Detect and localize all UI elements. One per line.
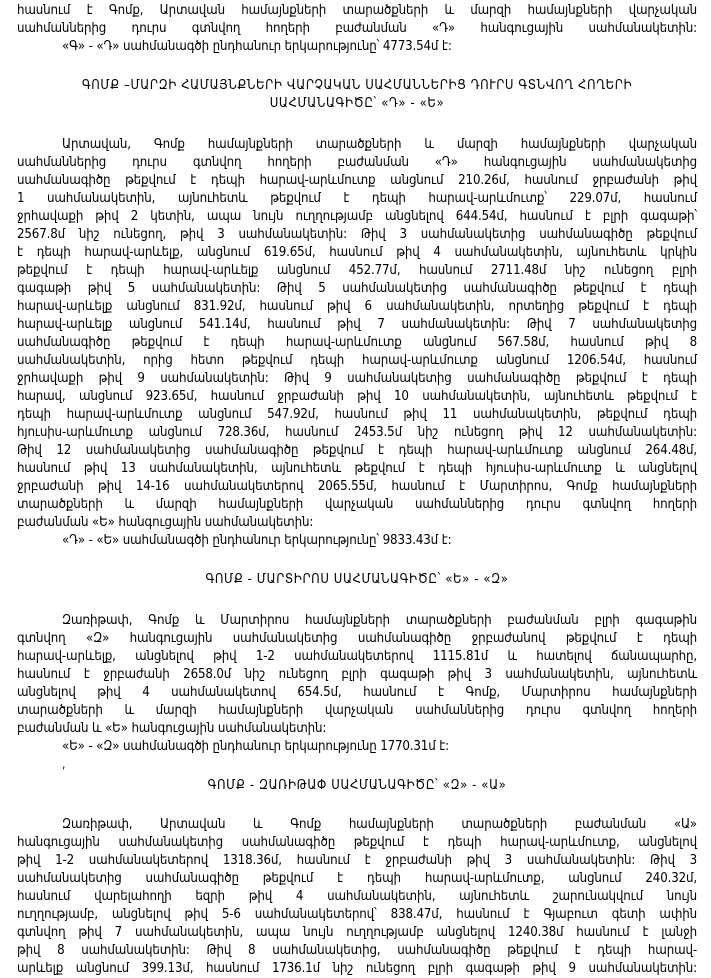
section-heading: ԳՈՄՔ –ՄԱՐԶԻ ՀԱՄԱՅՆՔՆԵՐԻ ՎԱՐՉԱԿԱՆ ՍԱՀՄԱՆՆԵՐԻՑ ԴՈՒՐՍ ԳՏՆՎՈՂ ՀՈՂԵՐԻ xyxy=(81,78,633,93)
paragraph-line: սահմաններից դուրս գտնվող հողերի բաժանման «Դ» հանգուցային սահմանակետից xyxy=(17,155,697,170)
paragraph-line: Զառիթափ, Արտավան և Գոմք համայնքների տարածքների բաժանման «Ա» xyxy=(62,817,697,832)
paragraph-line: սահմանակետին, որից հետո թեքվում դեպի հարավ-արևմուտք անցնում 1206.54մ, հասնում xyxy=(17,353,697,368)
paragraph-line: Թիվ 12 սահմանակետից սահմանագիծը թեքվում է դեպի հարավ-արևմուտք անցնում 264.48մ, xyxy=(17,443,697,458)
paragraph-line: 1 սահմանակետին, այնուհետև թեքվում է դեպի հարավ-արևմուտք՝ 229.07մ, հասնում xyxy=(17,191,697,206)
paragraph-line: բաժանման «Ե» հանգուցային սահմանակետին: xyxy=(17,515,314,530)
paragraph-line: Զառիթափ, Գոմք և Մարտիրոս համայնքների տարածքների բաժանման բլրի գագաթին xyxy=(62,613,697,628)
total-length-line: «Գ» - «Դ» սահմանագծի ընդհանուր երկարությունը՝ 4773.54մ է: xyxy=(62,39,452,54)
paragraph-line: արևելք անցնում 399.13մ, հասնում 1736.1մ նիշ ունեցող բլրի գագաթի թիվ 9 սահմանակետին: xyxy=(17,961,697,976)
paragraph-line: սահմանակետից սահմանագիծը թեքվում է դեպի հարավ-արևմուտք, անցնում 240.32մ, xyxy=(17,871,697,886)
paragraph-line: գագաթի թիվ 5 սահմանակետին: Թիվ 5 սահմանակետից սահմանագիծը թեքվում է դեպի xyxy=(17,281,697,296)
paragraph-line: հանգուցային սահմանակետից սահմանագիծը թեքվում է դեպի հարավ-արևմուտք, անցնելով xyxy=(17,835,697,850)
paragraph-line: ուղղությամբ, անցնելով թիվ 5-6 սահմանակետերով՝ 838.47մ, հասնում է Գյաբուտ գետի ափին xyxy=(17,907,697,922)
paragraph-line: թեքվում է դեպի հարավ-արևելք անցնում 452.77մ, հասնում 2711.48մ նիշ ունեցող բլրի xyxy=(17,263,697,278)
paragraph-line: ջրհավաքի թիվ 2 կետին, ապա նույն ուղղությամբ անցնելով 644.54մ, հասնում է բլրի գագաթի՝ xyxy=(17,209,697,224)
paragraph-line: հարավ, անցնում 923.65մ, հասնում ջրբաժանի թիվ 10 սահմանակետին, այնուհետև թեքվում է xyxy=(17,389,697,404)
paragraph-line: թիվ 8 սահմանակետին: Թիվ 8 սահմանակետից, սահմանագիծը թեքվում է դեպի հարավ- xyxy=(17,943,697,958)
paragraph-line: հասնում վարելահողի եզրի թիվ 4 սահմանակետին, այնուհետև շարունակվում նույն xyxy=(17,889,697,904)
paragraph-line: սահմանագիծը թեքվում է դեպի հարավ-արևմուտք անցնում 210.26մ, հասնում ջրբաժանի թիվ xyxy=(17,173,697,188)
paragraph-line: է դեպի հարավ-արևելք, անցնում 619.65մ, հասնում թիվ 4 սահմանակետին, այնուհետև կրկին xyxy=(17,245,697,260)
paragraph-line: տարածքների և մարզի համայնքների վարչական սահմաններից դուրս գտնվող հողերի xyxy=(17,497,697,512)
paragraph-line: բաժանման և «Ե» հանգուցային սահմանակետին: xyxy=(17,721,327,736)
paragraph-line: հարավ-արևելք անցնում 541.14մ, հասնում թիվ 7 սահմանակետին: Թիվ 7 սահմանակետից xyxy=(17,317,697,332)
paragraph-line: թիվ 1-2 սահմանակետերով 1318.36մ, հասնում է ջրբաժանի թիվ 3 սահմանակետին: Թիվ 3 xyxy=(17,853,697,868)
paragraph-line: հյուսիս-արևմուտք անցնում 728.36մ, հասնում 2453.5մ նիշ ունեցող թիվ 12 սահմանակետին: xyxy=(17,425,697,440)
total-length-line: «Ե» - «Զ» սահմանագծի ընդհանուր երկարությունը 1770.31մ է: xyxy=(62,739,449,754)
paragraph-line: գտնվող թիվ 7 սահմանակետին, ապա նույն ուղղությամբ անցնելով 1240.38մ հասնում է լանջի xyxy=(17,925,697,940)
paragraph-line: Արտավան, Գոմք համայնքների տարածքների և մարզի համայնքների վարչական xyxy=(62,137,697,152)
section-heading: ՍԱՀՄԱՆԱԳԻԾԸ՝ «Դ» - «Ե» xyxy=(269,96,445,111)
section-heading: ԳՈՄՔ - ՄԱՐՏԻՐՈՍ ՍԱՀՄԱՆԱԳԻԾԸ՝ «Ե» - «Զ» xyxy=(205,572,509,587)
stray-scan-mark: , xyxy=(62,757,66,771)
paragraph-line: գտնվող «Զ» հանգուցային սահմանակետից սահմանագիծը ջրբաժանով թեքվում է դեպի xyxy=(17,631,697,646)
paragraph-line: տարածքների և մարզի համայնքների վարչական սահմաններից դուրս գտնվող հողերի xyxy=(17,703,697,718)
paragraph-line: հասնում թիվ 13 սահմանակետին, այնուհետև թեքվում է դեպի հյուսիս-արևմուտք և անցնելով xyxy=(17,461,697,476)
paragraph-line: հասնում է ջրբաժանի 2658.0մ նիշ ունեցող բլրի գագաթի թիվ 3 սահմանակետին, այնուհետև xyxy=(17,667,697,682)
paragraph-line: հարավ-արևելք, անցնելով թիվ 1-2 սահմանակետերով 1115.81մ և հատելով ճանապարհը, xyxy=(17,649,697,664)
paragraph-line: 2567.8մ նիշ ունեցող, թիվ 3 սահմանակետին: Թիվ 3 սահմանակետից սահմանագիծը թեքվում xyxy=(17,227,697,242)
paragraph-line: հարավ-արևելք անցնում 831.92մ, հասնում թիվ 6 սահմանակետին, որտեղից թեքվում է դեպի xyxy=(17,299,697,314)
paragraph-line: դեպի հարավ-արևմուտք անցնում 547.92մ, հասնում թիվ 11 սահմանակետին, թեքվում դեպի xyxy=(17,407,697,422)
paragraph-line: ջրհավաքի թիվ 9 սահմանակետին: Թիվ 9 սահմանակետից սահմանագիծը թեքվում է դեպի xyxy=(17,371,697,386)
section-heading: ԳՈՄՔ - ԶԱՌԻԹԱՓ ՍԱՀՄԱՆԱԳԻԾԸ՝ «Զ» - «Ա» xyxy=(207,778,507,793)
intro-line: սահմաններից դուրս գտնվող հողերի բաժանման «Դ» հանգուցային սահմանակետին: xyxy=(17,21,697,36)
paragraph-line: սահմանագիծը թեքվում է դեպի հարավ-արևմուտք անցնում 567.58մ, հասնում թիվ 8 xyxy=(17,335,697,350)
paragraph-line: ջրբաժանի թիվ 14-16 սահմանակետերով 2065.55մ, հասնում է Մարտիրոս, Գոմք համայնքների xyxy=(17,479,697,494)
total-length-line: «Դ» - «Ե» սահմանագծի ընդհանուր երկարությունը՝ 9833.43մ է: xyxy=(62,533,452,548)
paragraph-line: անցնելով թիվ 4 սահմանակետով 654.5մ, հասնում է Գոմք, Մարտիրոս համայնքների xyxy=(17,685,697,700)
intro-line: հասնում է Գոմք, Արտավան համայնքների տարածքների և մարզի համայնքների վարչական xyxy=(17,3,697,18)
